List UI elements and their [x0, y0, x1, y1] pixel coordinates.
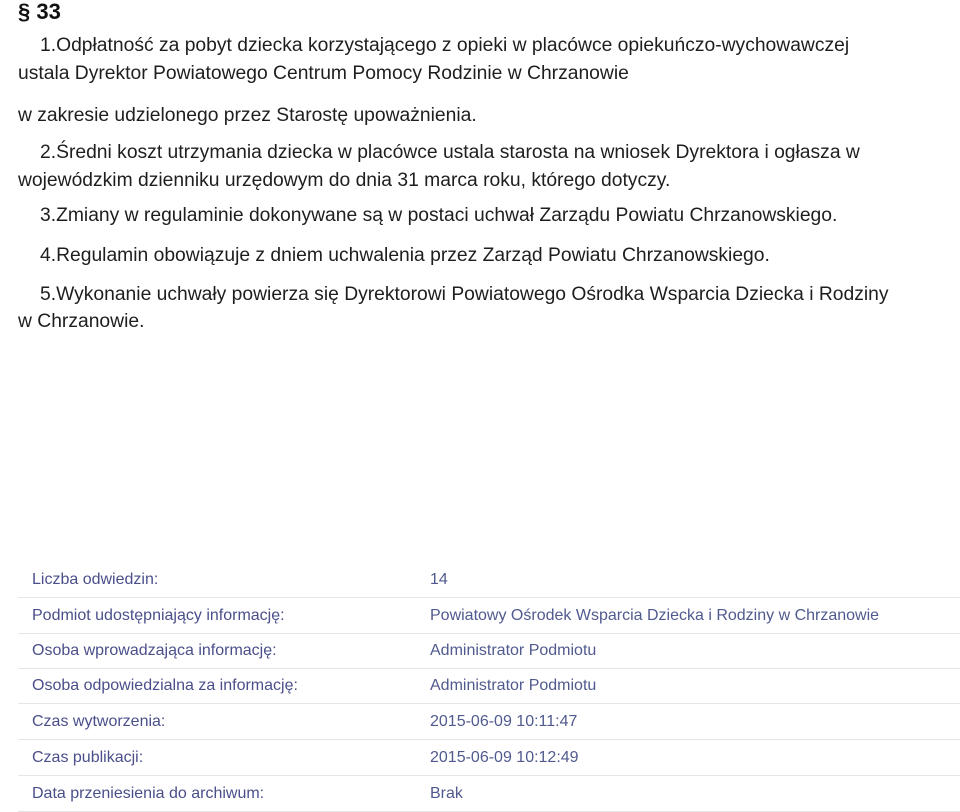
created-time-label: Czas wytworzenia: [18, 704, 430, 740]
metadata-table [18, 563, 960, 812]
paragraph-1-cont-2 [18, 101, 958, 131]
published-time-label: Czas publikacji: [18, 740, 430, 776]
paragraph-5-cont [18, 307, 958, 337]
responsible-person-value: Administrator Podmiotu [430, 669, 960, 704]
section-number: 33 [36, 0, 61, 24]
paragraph-1-cont [18, 59, 958, 89]
paragraph-1-line-2: ustala Dyrektor Powiatowego Centrum Pomocy Rodzinie w Chrzanowie [18, 63, 629, 84]
visit-count-label: Liczba odwiedzin: [18, 563, 430, 598]
metadata-row [18, 598, 960, 634]
paragraph-2-cont [18, 166, 958, 196]
paragraph-2-line-1: 2.Średni koszt utrzymania dziecka w placówce ustala starosta na wniosek Dyrektora i ogłasza w [40, 142, 860, 163]
paragraph-4-line-1: 4.Regulamin obowiązuje z dniem uchwalenia przez Zarząd Powiatu Chrzanowskiego. [40, 245, 770, 266]
paragraph-2 [18, 138, 960, 168]
paragraph-1-line-3: w zakresie udzielonego przez Starostę upoważnienia. [18, 105, 477, 126]
metadata-row [18, 634, 960, 669]
responsible-person-label: Osoba odpowiedzialna za informację: [18, 669, 430, 704]
created-time-value: 2015-06-09 10:11:47 [430, 704, 960, 740]
paragraph-1 [18, 31, 960, 61]
paragraph-5-line-1: 5.Wykonanie uchwały powierza się Dyrektorowi Powiatowego Ośrodka Wsparcia Dziecka i Rodziny [40, 284, 889, 305]
section-symbol: § [18, 0, 31, 24]
entered-by-label: Osoba wprowadzająca informację: [18, 634, 430, 669]
archive-date-value: Brak [430, 776, 960, 812]
section-heading [18, 0, 61, 26]
paragraph-5 [18, 280, 960, 310]
metadata-row [18, 704, 960, 740]
metadata-row [18, 740, 960, 776]
metadata-row [18, 563, 960, 598]
visit-count-value: 14 [430, 563, 960, 598]
publishing-entity-value: Powiatowy Ośrodek Wsparcia Dziecka i Rodziny w Chrzanowie [430, 598, 960, 634]
entered-by-value: Administrator Podmiotu [430, 634, 960, 669]
paragraph-5-line-2: w Chrzanowie. [18, 311, 145, 332]
paragraph-4 [18, 241, 960, 271]
paragraph-2-line-2: wojewódzkim dzienniku urzędowym do dnia 31 marca roku, którego dotyczy. [18, 170, 671, 191]
metadata-row [18, 776, 960, 812]
archive-date-label: Data przeniesienia do archiwum: [18, 776, 430, 812]
published-time-value: 2015-06-09 10:12:49 [430, 740, 960, 776]
paragraph-3-line-1: 3.Zmiany w regulaminie dokonywane są w postaci uchwał Zarządu Powiatu Chrzanowskiego. [40, 205, 838, 226]
paragraph-1-line-1: 1.Odpłatność za pobyt dziecka korzystającego z opieki w placówce opiekuńczo-wychowawczej [40, 35, 850, 56]
publishing-entity-label: Podmiot udostępniający informację: [18, 598, 430, 634]
paragraph-3 [18, 201, 960, 231]
metadata-row [18, 669, 960, 704]
